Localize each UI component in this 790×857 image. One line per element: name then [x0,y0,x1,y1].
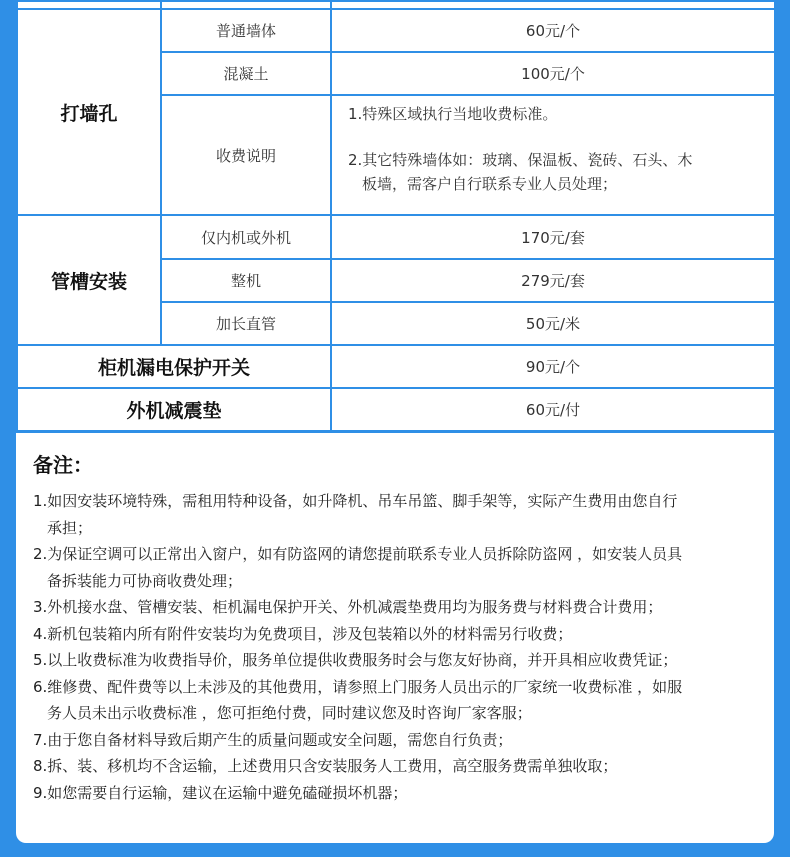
remark-text: 3.外机接水盘、管槽安装、柜机漏电保护开关、外机减震垫费用均为服务费与材料费合计费用； [33,598,663,616]
list-item [33,753,754,780]
list-item [33,780,754,807]
category-cell: 外机减震垫 [17,388,331,431]
remark-text: 9.如您需要自行运输，建议在运输中避免磕碰损坏机器； [33,783,408,802]
table-row [17,345,775,388]
fee-note: 板墙，需客户自行联系专业人员处理； [362,175,618,193]
remark-text: 5.以上收费标准为收费指导价，服务单位提供收费服务时会与您友好协商，并开具相应收费凭证； [33,651,678,669]
table-row [17,215,775,259]
item-cell: 加长直管 [161,302,331,345]
table-cell [17,1,161,9]
category-cell: 柜机漏电保护开关 [17,345,331,388]
fee-notes-cell [331,95,775,215]
price-table-wrap [16,0,774,432]
list-item [33,621,754,648]
item-cell: 收费说明 [161,95,331,215]
remark-continuation: 承担； [47,518,93,537]
remark-text: 7.由于您自备材料导致后期产生的质量问题或安全问题，需您自行负责； [33,730,513,749]
item-cell: 整机 [161,259,331,302]
fee-note: 2.其它特殊墙体如：玻璃、保温板、瓷砖、石头、木 [348,151,693,169]
remark-text: 1.如因安装环境特殊，需租用特种设备，如升降机、吊车吊篮、脚手架等，实际产生费用由您自行 [33,492,678,510]
remarks-panel [16,433,774,843]
table-cell [161,1,331,9]
remark-continuation: 务人员未出示收费标准 ，您可拒绝付费，同时建议您及时咨询厂家客服； [47,704,532,722]
list-item [33,647,754,674]
remark-text: 2.为保证空调可以正常出入窗户，如有防盗网的请您提前联系专业人员拆除防盗网 ，如安装人员具 [33,545,683,563]
remark-continuation: 备拆装能力可协商收费处理； [47,571,243,590]
price-cell: 60元/个 [331,9,775,52]
table-row [17,9,775,52]
list-item [33,674,754,727]
price-cell: 90元/个 [331,345,775,388]
price-cell: 100元/个 [331,52,775,95]
price-cell: 50元/米 [331,302,775,345]
list-item [33,488,754,541]
table-row [17,1,775,9]
item-cell: 普通墙体 [161,9,331,52]
price-cell: 279元/套 [331,259,775,302]
table-cell [331,1,775,9]
item-cell: 仅内机或外机 [161,215,331,259]
list-item [33,594,754,621]
fee-note: 1.特殊区域执行当地收费标准。 [348,105,558,123]
item-cell: 混凝土 [161,52,331,95]
list-item [33,541,754,594]
price-cell: 60元/付 [331,388,775,431]
list-item [33,727,754,754]
remark-text: 6.维修费、配件费等以上未涉及的其他费用，请参照上门服务人员出示的厂家统一收费标准 ，如服 [33,677,683,696]
remark-text: 8.拆、装、移机均不含运输，上述费用只含安装服务人工费用，高空服务费需单独收取； [33,757,618,775]
remarks-title: 备注： [33,453,93,477]
price-table [16,0,776,432]
table-row [17,388,775,431]
price-cell: 170元/套 [331,215,775,259]
category-cell: 打墙孔 [17,9,161,215]
category-cell: 管槽安装 [17,215,161,345]
remarks-list [33,488,754,806]
remark-text: 4.新机包装箱内所有附件安装均为免费项目，涉及包装箱以外的材料需另行收费； [33,624,573,643]
